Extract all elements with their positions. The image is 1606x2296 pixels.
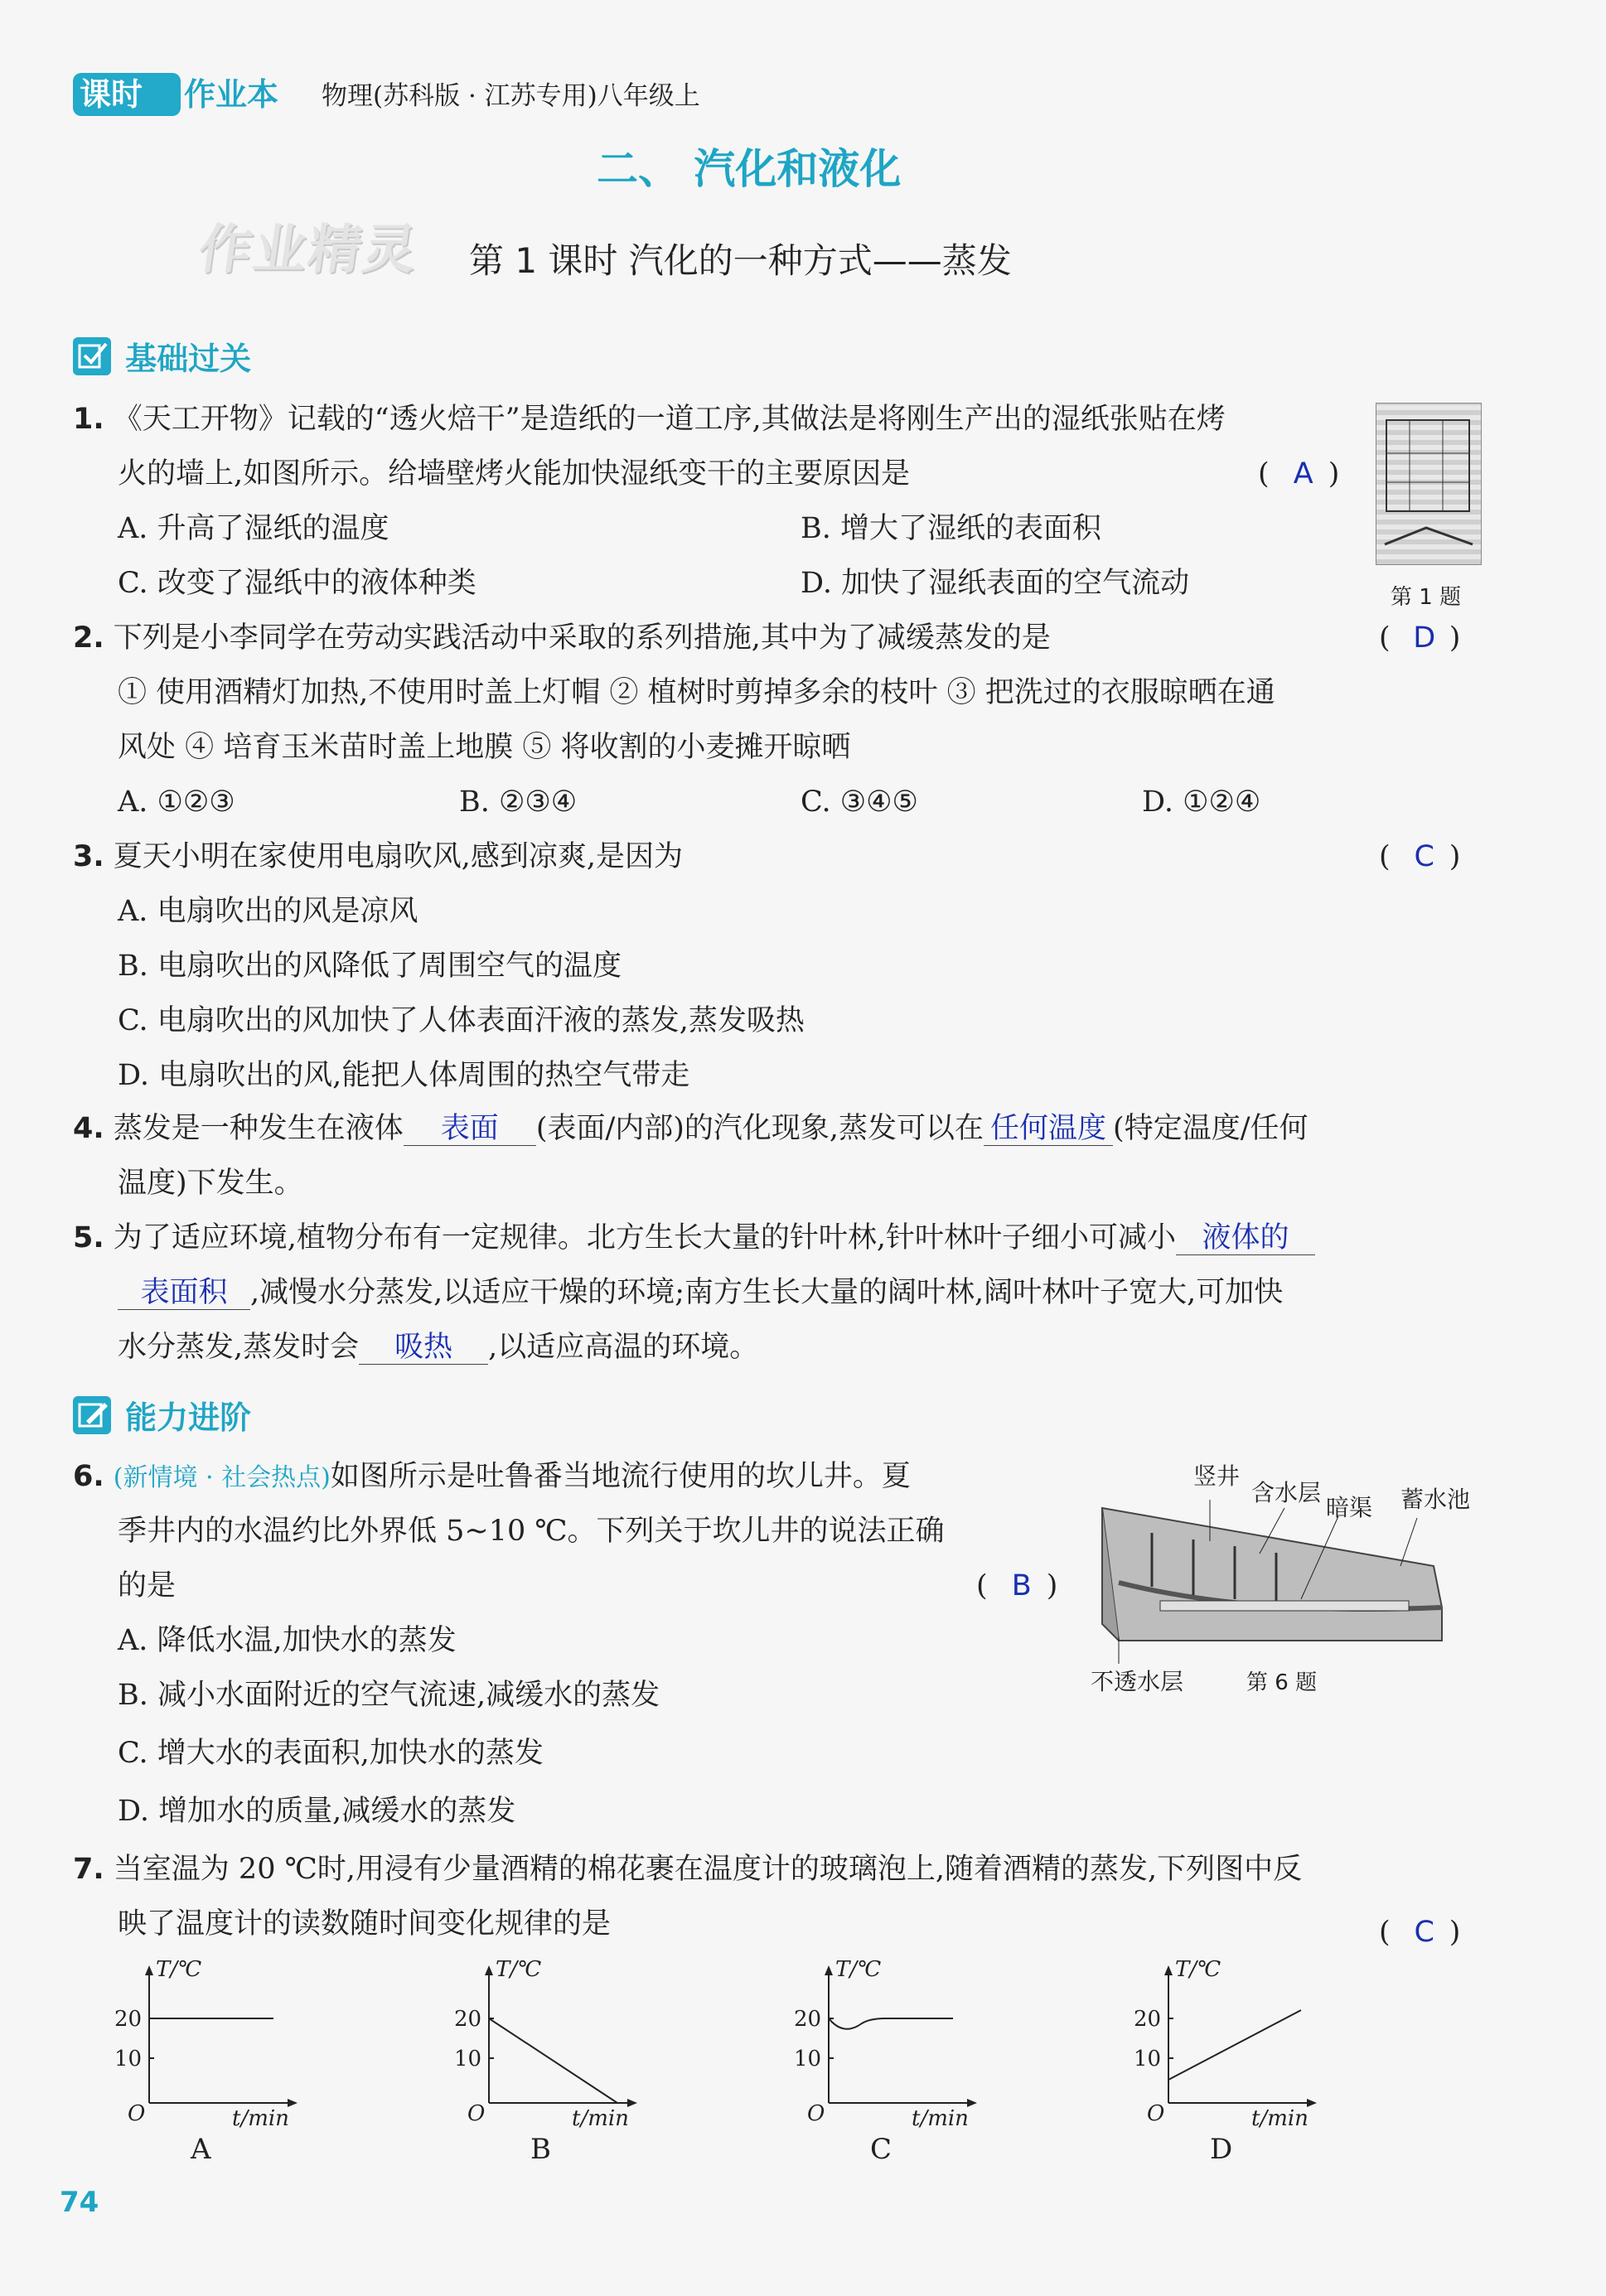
section-advanced-label: 能力进阶: [125, 1399, 252, 1436]
section-basic: [73, 333, 251, 375]
q3-option-a: A. 电扇吹出的风是凉风: [118, 895, 418, 928]
q1-option-a: A. 升高了湿纸的温度: [118, 512, 389, 545]
q6-line1: [73, 1458, 911, 1496]
graph-y-label: T/℃: [496, 1957, 542, 1982]
q1-option-c: C. 改变了湿纸中的液体种类: [118, 567, 476, 600]
graph-tick-label-10: 10: [114, 2047, 143, 2071]
q6-figure: [1086, 1458, 1475, 1699]
q1-option-d: D. 加快了湿纸表面的空气流动: [801, 567, 1190, 600]
graph-x-label: t/min: [912, 2106, 969, 2131]
q6-text-line2: 季井内的水温约比外界低 5~10 ℃。下列关于坎儿井的说法正确: [118, 1515, 945, 1548]
graph-origin: O: [128, 2101, 146, 2126]
q2-answer-paren: ( D ): [1379, 621, 1461, 655]
graph-x-label: t/min: [232, 2106, 289, 2131]
q6-label-aquifer: 含水层: [1251, 1479, 1322, 1506]
q3-answer: C: [1414, 840, 1434, 873]
q6-number: 6.: [73, 1460, 104, 1493]
graph-tick-label-10: 10: [794, 2047, 822, 2071]
q7-answer-paren: ( C ): [1379, 1916, 1461, 1949]
q7-text-line1: 当室温为 20 ℃时,用浸有少量酒精的棉花裹在温度计的玻璃泡上,随着酒精的蒸发,下列图中反: [113, 1853, 1303, 1886]
check-icon: [73, 337, 111, 375]
q6-option-d: D. 增加水的质量,减缓水的蒸发: [118, 1795, 516, 1828]
graph-tick-label-10: 10: [1134, 2047, 1162, 2071]
graph-tick-label-20: 20: [454, 2007, 482, 2032]
watermark: 作业精灵: [194, 220, 423, 281]
q2-option-a: A. ①②③: [118, 785, 235, 819]
header-brand: 作业本: [184, 76, 279, 113]
q2-text-line3: 风处 ④ 培育玉米苗时盖上地膜 ⑤ 将收割的小麦摊开晾晒: [118, 731, 851, 764]
q6-text-line3: 的是: [118, 1569, 177, 1602]
graph-x-label: t/min: [1251, 2106, 1309, 2131]
header-logo: [73, 73, 181, 116]
graph-option-letter: C: [870, 2133, 892, 2166]
q6-figure-caption: 第 6 题: [1246, 1670, 1318, 1695]
q6-option-b: B. 减小水面附近的空气流速,减缓水的蒸发: [118, 1679, 660, 1712]
y-axis-arrow: [485, 1965, 493, 1975]
q2-line1: [73, 620, 1051, 656]
temperature-curve: [829, 2018, 953, 2029]
q1-option-b: B. 增大了湿纸的表面积: [801, 512, 1101, 545]
y-axis-arrow: [1164, 1965, 1173, 1975]
lesson-title: 第 1 课时 汽化的一种方式——蒸发: [469, 240, 1012, 281]
q6-answer-paren: ( B ): [976, 1569, 1058, 1602]
graph-origin: O: [807, 2101, 825, 2126]
q4-text-a: 蒸发是一种发生在液体: [113, 1112, 404, 1145]
q1-answer-paren: ( A ): [1258, 457, 1340, 491]
q5-line2: [118, 1274, 1283, 1311]
q3-option-c: C. 电扇吹出的风加快了人体表面汗液的蒸发,蒸发吸热: [118, 1004, 805, 1037]
q4-number: 4.: [73, 1112, 104, 1145]
header-subject: 物理(苏科版 · 江苏专用)八年级上: [322, 81, 700, 111]
q6-text-line1: 如图所示是吐鲁番当地流行使用的坎儿井。夏: [330, 1460, 911, 1493]
q3-text-line1: 夏天小明在家使用电扇吹风,感到凉爽,是因为: [113, 840, 684, 873]
y-axis-arrow: [145, 1965, 153, 1975]
q5-text-d: ,以适应高温的环境。: [488, 1331, 759, 1364]
q1-figure-image: [1376, 403, 1482, 565]
section-advanced: [73, 1392, 252, 1436]
q7-answer: C: [1414, 1916, 1434, 1949]
q2-text-line1: 下列是小李同学在劳动实践活动中采取的系列措施,其中为了减缓蒸发的是: [113, 621, 1051, 655]
q6-option-c: C. 增大水的表面积,加快水的蒸发: [118, 1737, 544, 1770]
q6-label-channel: 暗渠: [1326, 1494, 1373, 1521]
graph-option-letter: B: [530, 2133, 551, 2166]
q6-option-a: A. 降低水温,加快水的蒸发: [118, 1624, 457, 1657]
q1-number: 1.: [73, 403, 104, 436]
q3-answer-paren: ( C ): [1379, 840, 1461, 873]
q7-text-line2: 映了温度计的读数随时间变化规律的是: [118, 1907, 612, 1941]
q4-blank1: 表面: [404, 1112, 536, 1146]
q3-line1: [73, 839, 683, 875]
graph-option-letter: D: [1210, 2133, 1233, 2166]
q5-text-b: ,减慢水分蒸发,以适应干燥的环境;南方生长大量的阔叶林,阔叶林叶子宽大,可加快: [250, 1276, 1284, 1309]
q2-option-c: C. ③④⑤: [801, 785, 918, 819]
q5-text-a: 为了适应环境,植物分布有一定规律。北方生长大量的针叶林,针叶林叶子细小可减小: [113, 1221, 1177, 1254]
q1-answer: A: [1293, 457, 1313, 491]
q1-text-line1: 《天工开物》记载的“透火焙干”是造纸的一道工序,其做法是将刚生产出的湿纸张贴在烤: [113, 403, 1226, 436]
graph-tick-label-20: 20: [1134, 2007, 1162, 2032]
temperature-curve: [489, 2018, 617, 2103]
page-number: 74: [60, 2186, 99, 2219]
graph-y-label: T/℃: [835, 1957, 882, 1982]
q6-tag: (新情境 · 社会热点): [113, 1463, 331, 1492]
q2-number: 2.: [73, 621, 104, 655]
y-axis-arrow: [825, 1965, 833, 1975]
q7-graph-a: [108, 1957, 356, 2168]
graph-y-label: T/℃: [1175, 1957, 1221, 1982]
q6-label-impermeable: 不透水层: [1091, 1668, 1184, 1695]
q2-option-b: B. ②③④: [459, 785, 578, 819]
logo-text: 课时: [80, 76, 143, 113]
graph-origin: O: [1147, 2101, 1165, 2126]
q2-option-d: D. ①②④: [1142, 785, 1261, 819]
q1-line1: [73, 401, 1226, 437]
q4-text-line2: 温度)下发生。: [118, 1167, 303, 1200]
q5-blank2: 吸热: [359, 1331, 488, 1365]
q7-graph-b: [447, 1957, 696, 2168]
graph-tick-label-20: 20: [114, 2007, 143, 2032]
q3-number: 3.: [73, 840, 104, 873]
graph-tick-label-10: 10: [454, 2047, 482, 2071]
q4-text-c: (特定温度/任何: [1113, 1112, 1309, 1145]
q5-blank1-part2: 表面积: [118, 1276, 250, 1310]
graph-option-letter: A: [191, 2133, 211, 2166]
q3-option-b: B. 电扇吹出的风降低了周围空气的温度: [118, 950, 622, 983]
q2-answer: D: [1413, 621, 1436, 655]
q4-line1: [73, 1110, 1309, 1147]
pencil-icon: [73, 1396, 111, 1434]
q4-text-b: (表面/内部)的汽化现象,蒸发可以在: [535, 1112, 984, 1145]
q5-blank1-part1: 液体的: [1176, 1221, 1315, 1255]
q1-text-line2: 火的墙上,如图所示。给墙壁烤火能加快湿纸变干的主要原因是: [118, 457, 911, 491]
q7-graph-d: [1127, 1957, 1376, 2168]
q1-figure-caption: 第 1 题: [1391, 585, 1462, 610]
q5-line3: [118, 1329, 758, 1366]
q6-answer: B: [1011, 1569, 1032, 1602]
graph-origin: O: [467, 2101, 486, 2126]
graph-x-label: t/min: [572, 2106, 629, 2131]
graph-y-label: T/℃: [156, 1957, 202, 1982]
q7-line1: [73, 1851, 1302, 1888]
q7-number: 7.: [73, 1853, 104, 1886]
q5-number: 5.: [73, 1221, 104, 1254]
q3-option-d: D. 电扇吹出的风,能把人体周围的热空气带走: [118, 1059, 690, 1092]
q4-blank2: 任何温度: [984, 1112, 1113, 1146]
q5-text-c: 水分蒸发,蒸发时会: [118, 1331, 360, 1364]
chapter-title: 二、 汽化和液化: [597, 145, 902, 193]
temperature-curve: [1168, 2010, 1301, 2080]
q6-label-shaft: 竖井: [1193, 1462, 1241, 1490]
q6-label-pool: 蓄水池: [1400, 1486, 1471, 1513]
q5-line1: [73, 1220, 1315, 1256]
q2-text-line2: ① 使用酒精灯加热,不使用时盖上灯帽 ② 植树时剪掉多余的枝叶 ③ 把洗过的衣服晾晒在通: [118, 676, 1275, 709]
graph-tick-label-20: 20: [794, 2007, 822, 2032]
q7-graph-c: [787, 1957, 1036, 2168]
section-basic-label: 基础过关: [125, 341, 252, 377]
